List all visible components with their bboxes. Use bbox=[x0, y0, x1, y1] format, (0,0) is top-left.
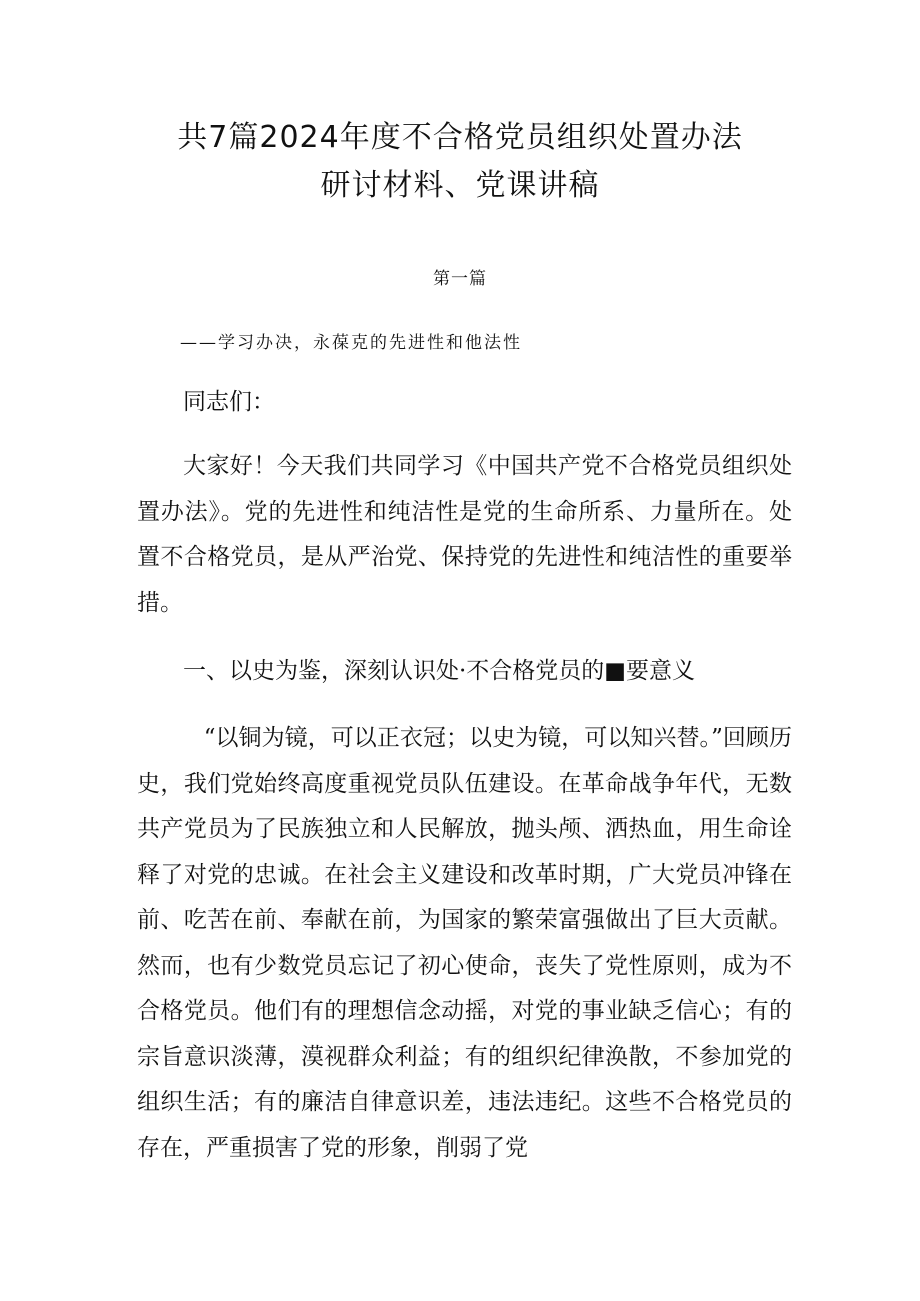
body-paragraph-2-text: “以铜为镜，可以正衣冠；以史为镜，可以知兴替。”回顾历史，我们党始终高度重视党员队伍建设。在革命战争年代，无数共产党员为了民族独立和人民解放，抛头颅、洒热血，用生命诠释了对党的忠诚。在社会主义建设和改革时期，广大党员冲锋在前、吃苦在前、奉献在前，为国家的繁荣富强做出了巨大贡献。然而，也有少数党员忘记了初心使命，丧失了党性原则，成为不合格党员。他们有的理想信念动摇，对党的事业缺乏信心；有的宗旨意识淡薄，漠视群众利益；有的组织纪律涣散，不参加党的组织生活；有的廉洁自律意识差，违法违纪。这些不合格党员的存在，严重损害了党的形象，削弱了党 bbox=[137, 725, 792, 1161]
body-paragraph-1-text: 大家好！今天我们共同学习《中国共产党不合格党员组织处置办法》。党的先进性和纯洁性是党的生命所系、力量所在。处置不合格党员，是从严治党、保持党的先进性和纯洁性的重要举措。 bbox=[137, 453, 792, 616]
chapter-subtitle: ——学习办决，永葆克的先进性和他法性 bbox=[180, 333, 522, 353]
body-paragraph-2 bbox=[137, 716, 792, 1171]
chapter-label: 第一篇 bbox=[433, 269, 487, 289]
body-paragraph-1 bbox=[137, 444, 792, 626]
document-title-line-1: 共7篇2024年度不合格党员组织处置办法 bbox=[177, 120, 743, 155]
document-title-line-2: 研讨材料、党课讲稿 bbox=[320, 168, 600, 203]
section-heading-1: 一、以史为鉴，深刻认识处·不合格党员的■要意义 bbox=[183, 658, 696, 684]
salutation: 同志们： bbox=[183, 389, 275, 415]
